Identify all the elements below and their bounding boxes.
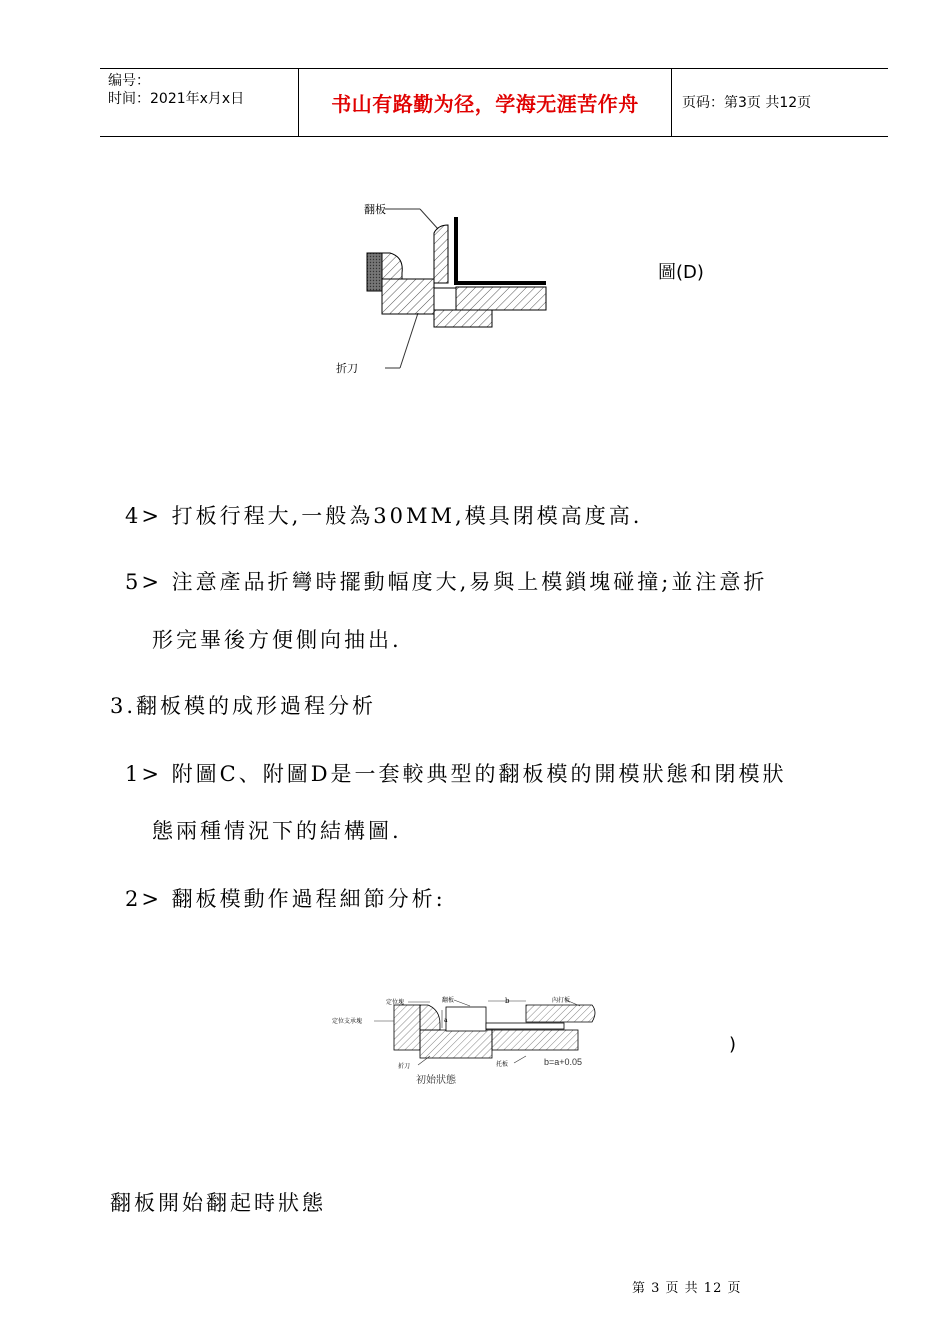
label-dimension-a: a <box>444 1017 448 1024</box>
serial-label: 编号： <box>108 73 150 89</box>
label-support-plate: 托板 <box>496 1061 509 1068</box>
label-inner-punch: 內打板 <box>552 997 571 1004</box>
item-2-text: 2> 翻板模動作過程細節分析: <box>125 887 446 911</box>
label-locate-support-block: 定位支承塊 <box>332 1018 363 1025</box>
formula-b-equals-a: b=a+0.05 <box>544 1057 583 1067</box>
figure-d-label-knife: 折刀 <box>336 362 358 375</box>
flip-start-heading: 翻板開始翻起時狀態 <box>110 1191 326 1215</box>
item-1-text-line1: 1> 附圖C、附圖D是一套較典型的翻板模的開模狀態和閉模狀 <box>125 762 787 786</box>
page-number-label: 页码：第3页 共12页 <box>682 95 812 111</box>
figure-d-caption: 圖(D) <box>658 262 704 283</box>
item-5-text-line2: 形完畢後方便側向抽出. <box>152 628 402 652</box>
motto-text: 书山有路勤为径，学海无涯苦作舟 <box>331 92 639 116</box>
figure-d-label-flip: 翻板 <box>364 203 386 216</box>
header-page-cell <box>672 69 888 136</box>
item-4-text: 4> 打板行程大,一般為30MM,模具閉模高度高. <box>125 504 643 528</box>
section-3-heading: 3.翻板模的成形過程分析 <box>110 694 377 718</box>
figure-initial-state-drawing <box>330 990 610 1090</box>
figure-initial-caption: 初始狀態 <box>416 1075 456 1086</box>
page-header <box>100 68 888 137</box>
item-5-text-line1: 5> 注意產品折彎時擺動幅度大,易與上模鎖塊碰撞;並注意折 <box>125 570 768 594</box>
side-mark: ) <box>729 1034 737 1055</box>
header-info-cell <box>100 69 299 136</box>
label-locate-block: 定位塊 <box>386 999 405 1006</box>
label-flip-plate: 翻板 <box>442 997 455 1004</box>
page-footer: 第 3 页 共 12 页 <box>632 1281 742 1296</box>
header-motto-cell <box>299 69 672 136</box>
time-label: 时间：2021年x月x日 <box>108 91 245 107</box>
item-1-text-line2: 態兩種情況下的結構圖. <box>152 819 402 843</box>
label-knife: 折刀 <box>398 1063 411 1070</box>
label-dimension-b: b <box>505 997 510 1005</box>
figure-d-drawing <box>330 195 570 385</box>
